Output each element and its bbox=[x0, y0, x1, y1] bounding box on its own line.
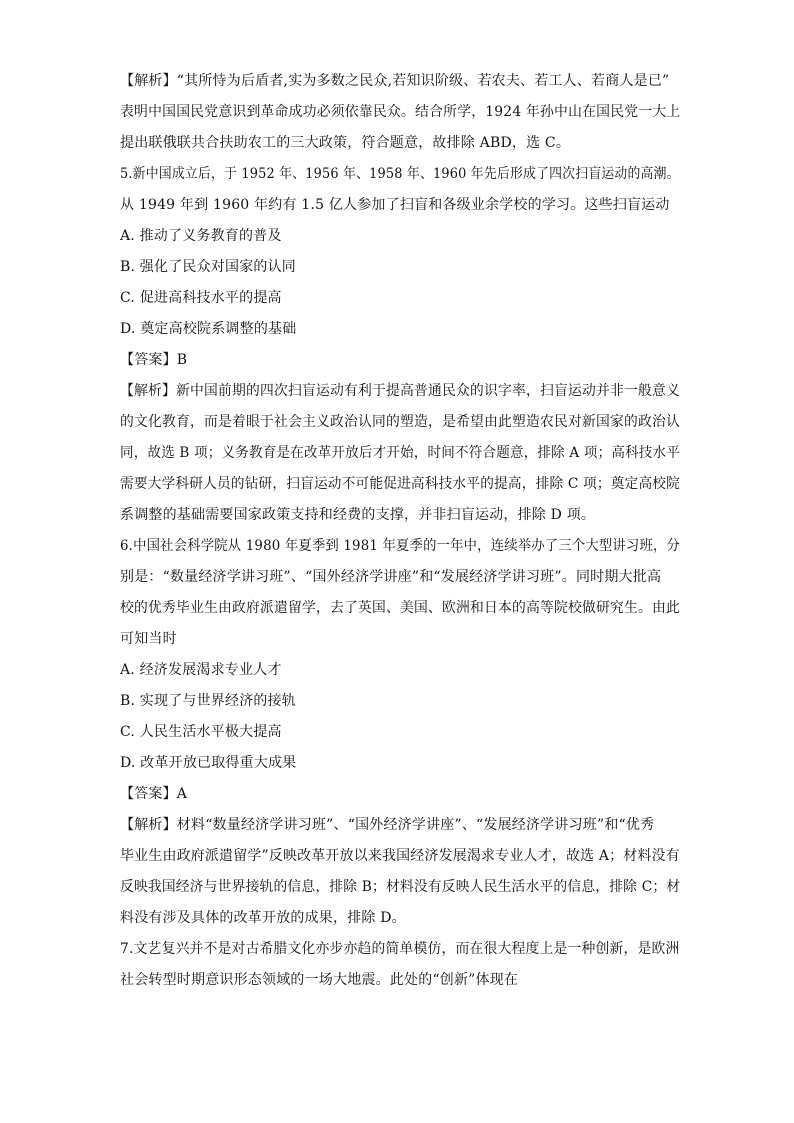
analysis-q5-line-5: 系调整的基础需要国家政策支持和经费的支撑，并非扫盲运动，排除 D 项。 bbox=[120, 507, 596, 523]
question-6-answer: 【答案】A bbox=[120, 786, 188, 802]
question-6-stem-line-4: 可知当时 bbox=[120, 631, 177, 647]
question-5-stem-line-2: 从 1949 年到 1960 年约有 1.5 亿人参加了扫盲和各级业余学校的学习。这些扫盲运动 bbox=[120, 197, 670, 213]
analysis-q5-line-2: 的文化教育，而是着眼于社会主义政治认同的塑造，是希望由此塑造农民对新国家的政治认 bbox=[120, 414, 680, 430]
analysis-q6-line-1: 【解析】材料“数量经济学讲习班”、“国外经济学讲座”、“发展经济学讲习班”和“优秀 bbox=[120, 817, 655, 833]
analysis-q4-line-2: 表明中国国民党意识到革命成功必须依靠民众。结合所学，1924 年孙中山在国民党一大上 bbox=[120, 104, 681, 120]
analysis-q6-line-3: 反映我国经济与世界接轨的信息，排除 B；材料没有反映人民生活水平的信息，排除 C；材 bbox=[120, 879, 681, 895]
question-5-option-c: C. 促进高科技水平的提高 bbox=[120, 290, 282, 306]
question-6-stem-line-3: 校的优秀毕业生由政府派遣留学，去了英国、美国、欧洲和日本的高等院校做研究生。由此 bbox=[120, 600, 680, 616]
question-5-option-d: D. 奠定高校院系调整的基础 bbox=[120, 321, 297, 337]
analysis-q5-line-1: 【解析】新中国前期的四次扫盲运动有利于提高普通民众的识字率，扫盲运动并非一般意义 bbox=[120, 383, 680, 399]
question-6-option-b: B. 实现了与世界经济的接轨 bbox=[120, 693, 296, 709]
question-5-answer: 【答案】B bbox=[120, 352, 188, 368]
analysis-q6-line-4: 料没有涉及具体的改革开放的成果，排除 D。 bbox=[120, 910, 406, 926]
question-7-stem-line-2: 社会转型时期意识形态领域的一场大地震。此处的“创新”体现在 bbox=[120, 972, 519, 988]
question-6-option-c: C. 人民生活水平极大提高 bbox=[120, 724, 282, 740]
analysis-q5-line-3: 同，故选 B 项；义务教育是在改革开放后才开始，时间不符合题意，排除 A 项；高科技水平 bbox=[120, 445, 681, 461]
analysis-q4-line-3: 提出联俄联共合扶助农工的三大政策，符合题意，故排除 ABD，选 C。 bbox=[120, 135, 571, 151]
question-5-stem-line-1: 5.新中国成立后，于 1952 年、1956 年、1958 年、1960 年先后形成了四次扫盲运动的高潮。 bbox=[120, 166, 680, 182]
question-5-option-b: B. 强化了民众对国家的认同 bbox=[120, 259, 296, 275]
question-6-stem-line-1: 6.中国社会科学院从 1980 年夏季到 1981 年夏季的一年中，连续举办了三个大型讲习班，分 bbox=[120, 538, 681, 554]
question-7-stem-line-1: 7.文艺复兴并不是对古希腊文化亦步亦趋的简单模仿，而在很大程度上是一种创新，是欧洲 bbox=[120, 941, 680, 957]
analysis-q4-line-1: 【解析】“其所恃为后盾者,实为多数之民众,若知识阶级、若农夫、若工人、若商人是已” bbox=[120, 73, 670, 89]
question-6-option-d: D. 改革开放已取得重大成果 bbox=[120, 755, 297, 771]
question-6-stem-line-2: 别是：“数量经济学讲习班”、“国外经济学讲座”和“发展经济学讲习班”。同时期大批高 bbox=[120, 569, 662, 585]
analysis-q5-line-4: 需要大学科研人员的钻研，扫盲运动不可能促进高科技水平的提高，排除 C 项；奠定高校院 bbox=[120, 476, 681, 492]
question-6-option-a: A. 经济发展渴求专业人才 bbox=[120, 662, 282, 678]
question-5-option-a: A. 推动了义务教育的普及 bbox=[120, 228, 282, 244]
analysis-q6-line-2: 毕业生由政府派遣留学”反映改革开放以来我国经济发展渴求专业人才，故选 A；材料没有 bbox=[120, 848, 680, 864]
